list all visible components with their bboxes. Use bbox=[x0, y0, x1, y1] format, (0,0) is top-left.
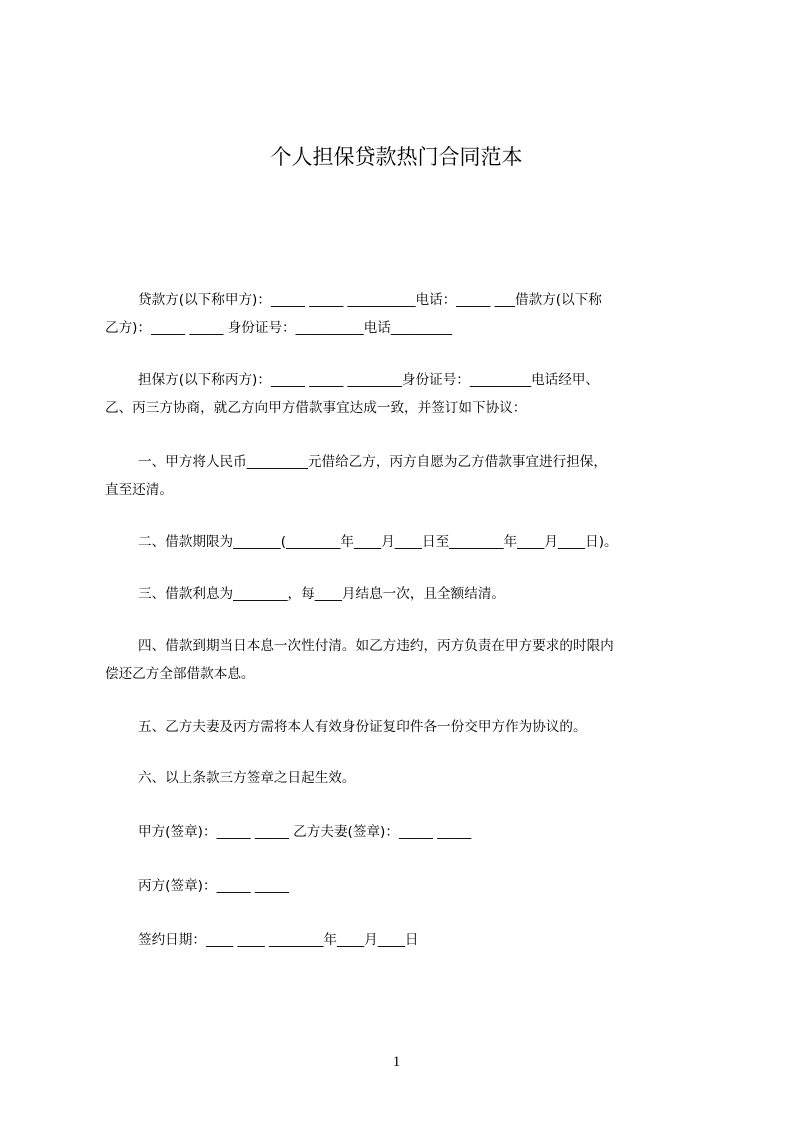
paragraph bbox=[105, 366, 705, 422]
paragraph-line: 直至还清。 bbox=[105, 482, 173, 498]
paragraph-line: 六、以上条款三方签章之日起生效。 bbox=[138, 770, 356, 786]
paragraph-line: 甲方(签章)：_____ _____ 乙方夫妻(签章)：_____ _____ bbox=[138, 824, 472, 840]
paragraph-line: 偿还乙方全部借款本息。 bbox=[105, 666, 255, 682]
paragraph bbox=[105, 764, 705, 792]
paragraph-line: 乙、丙三方协商，就乙方向甲方借款事宜达成一致，并签订如下协议： bbox=[105, 400, 527, 416]
paragraph bbox=[105, 713, 705, 741]
paragraph-line: 一、甲方将人民币_________元借给乙方，丙方自愿为乙方借款事宜进行担保， bbox=[138, 454, 607, 470]
paragraph-line: 二、借款期限为_______(________年____月____日至________年____月____日)。 bbox=[138, 534, 618, 550]
paragraph-line: 担保方(以下称丙方)：_____ _____ ________身份证号：_________电话经甲、 bbox=[138, 372, 600, 388]
paragraph-line: 乙方)：_____ _____ 身份证号：__________电话_________ bbox=[105, 320, 452, 336]
paragraph-line: 签约日期：____ ____ ________年____月____日 bbox=[138, 932, 419, 948]
paragraph bbox=[105, 818, 705, 846]
paragraph bbox=[105, 528, 705, 556]
paragraph-line: 四、借款到期当日本息一次性付清。如乙方违约，丙方负责在甲方要求的时限内 bbox=[138, 638, 614, 654]
paragraph-line: 贷款方(以下称甲方)：_____ _____ __________电话：_____ ___借款方(以下称 bbox=[138, 292, 602, 308]
paragraph-line: 三、借款利息为________，每____月结息一次，且全额结清。 bbox=[138, 586, 506, 602]
page-number: 1 bbox=[392, 1054, 401, 1070]
paragraph bbox=[105, 286, 705, 342]
paragraph-line: 丙方(签章)：_____ _____ bbox=[138, 878, 289, 894]
paragraph bbox=[105, 580, 705, 608]
paragraph bbox=[105, 448, 705, 504]
paragraph bbox=[105, 632, 705, 688]
paragraph bbox=[105, 872, 705, 900]
paragraph bbox=[105, 926, 705, 954]
paragraph-line: 五、乙方夫妻及丙方需将本人有效身份证复印件各一份交甲方作为协议的。 bbox=[138, 719, 587, 735]
document-title: 个人担保贷款热门合同范本 bbox=[270, 145, 523, 169]
